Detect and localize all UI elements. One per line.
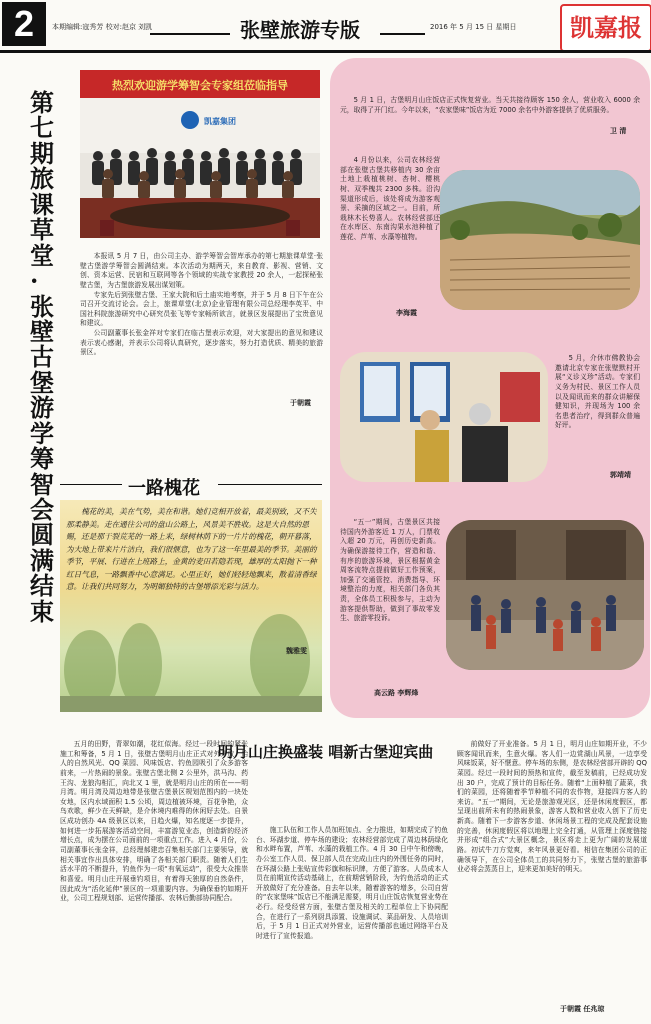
orchard-photo bbox=[440, 170, 640, 310]
lead-article-title: 第七期旅课草堂·张壁古堡游学筹智会圆满结束 bbox=[30, 88, 54, 626]
news-item-2 bbox=[340, 156, 440, 243]
lead-paragraph-1: 本报讯 5 月 7 日，由公司主办、游学筹智会智库承办的第七期旅课草堂·张壁古堡游学筹智会圆满结束。本次活动为期两天，来自教育、影视、营销、文创、资本运营、民宿和互联网等各个领域的实战专家教授 20 余人，一起探秘张壁古堡，为古堡旅游发展出谋划策。 bbox=[80, 252, 323, 289]
header-rule bbox=[0, 50, 651, 53]
clinic-photo bbox=[340, 352, 548, 482]
photo-logo-text: 凯嘉集团 bbox=[204, 117, 236, 126]
news-item-3 bbox=[555, 354, 640, 431]
bottom-col-3-text: 前做好了开业准备。5 月 1 日，明月山庄如期开业，不少顾客闻讯而来，生意火爆。客人们一边赏湖山风景，一边享受风味饭菜，好不惬意。停车场的东侧，是农林经营部开辟的 QQ 菜园。经过一段时间的预热和宣传，截至发稿前，已经成功发出 30 户，完成了预计的目标任务。随着“上面种植了蔬菜，我们的菜园，还将随着季节种植不同的农作物，迎接四方客人的来访。“五一”期间，无论是旅游观光区，还是休闲度假区，都呈现出前所未有的热闹景象，游客人数和营业收入创下了历史新高。随着下一步游客步道、休闲场景工程的完成及配套设施的完善，休闲度假区将以地理上完全打通，从管理上深度链接并形成“组合式”大景区概念，景区将走上更为广阔的发展道路。初试牛刀方觉爽，来年风景更好看。相信在集团公司的正确领导下，在公司全体员工的共同努力下，张壁古堡的旅游事业必将会蒸蒸日上，迎来更加美好的明天。 bbox=[457, 740, 647, 874]
poem-text: 槐花的美，美在气势，美在和谐。她们竞相开放着，最美别致，又不失那柔静美。走在通往公司的盘山公路上，风景美不胜收。这是大自然的恩赐，还是那干裂荒芜的一路上来，绿树林荫下的一片片的槐花，朝开暮落，为大地上带来片片洁白，我们很惬意，也为了这一年里最美的季节。美丽的季节，平展、行进在上班路上，金黄的麦田若隐若现，雄厚的太阳抛下一种红日气息，一路飘香中心意满足。心里正好，她们轻轻地飘来，散着清香绿意。让我们共同努力，为明媚独特的古堡增添光彩与活力。 bbox=[66, 507, 317, 592]
news-item-3-author: 郭靖靖 bbox=[610, 471, 631, 479]
bottom-article-col-3 bbox=[457, 740, 647, 875]
bottom-article-col-2 bbox=[256, 826, 448, 942]
bottom-article-col-1 bbox=[60, 740, 248, 904]
news-item-1-author: 卫 清 bbox=[610, 127, 627, 135]
tourists-photo bbox=[446, 520, 644, 670]
bottom-article-author: 于朝霞 任兆琼 bbox=[560, 1005, 605, 1013]
poem-title-rule-right bbox=[218, 484, 322, 485]
section-banner: 张壁旅游专版 bbox=[240, 18, 360, 42]
lead-paragraph-2: 专家先后到张壁古堡、王家大院和后土庙实地考察，并于 5 月 8 日下午在公司召开交流讨论会。会上，旅课草堂(北京)企业管理有限公司总经理李英平、中国社科院旅游研究中心研究员张飞等专家畅所欲言，就景区发展提出了宝贵意见和建议。 bbox=[80, 290, 323, 328]
news-item-3-text: 5 月，介休市佛教协会邀请北京专家在张壁默村开展“义诊义珍”活动。专家们义务为村民、景区工作人员以及闻讯而来的群众讲解保健知识，并现场为 100 余名患者治疗，得到群众普遍好评。 bbox=[555, 354, 640, 430]
news-item-1 bbox=[340, 96, 640, 115]
poem-box bbox=[60, 500, 322, 712]
news-item-4-text: “五一”期间，古堡景区共接待国内外游客近 1 万人，门票收入超 20 万元，再创历史新高。为确保游接待工作，营造和谐、有序的旅游环境，景区根据黄金周客流特点提前做好工作预案，加强了交通管控、消费指导、环境整治的力度，相关部门各负其责，全体员工积极参与，主动为游客提供帮助，做到了事故零发生、旅游零投诉。 bbox=[340, 518, 440, 623]
photo-banner-text: 热烈欢迎游学筹智会专家组莅临指导 bbox=[112, 79, 288, 92]
poem-title-rule-left bbox=[60, 484, 122, 485]
poem-title: 一路槐花 bbox=[128, 478, 200, 499]
page-number: 2 bbox=[2, 2, 46, 46]
banner-rule-left bbox=[150, 33, 230, 35]
meeting-group-photo bbox=[80, 70, 320, 238]
bottom-col-1-text: 五月的田野，青翠如潮，花红似海。经过一段时间的紧张施工和筹备，5 月 1 日，张壁古堡明月山庄正式对外开放，怡人的自然风光、QQ 菜园、风味饭店、钓鱼园吸引了众多游客前来，一片热闹的景象。张壁古堡北侧 2 公里外，洪马沟、药王沟、龙狼沟相汇，向北又 1 里，就是明月山庄的所在——明月湾。明月湾及周边地带是张壁古堡景区规划范围内的一块处女地，区内水域面积 1.5 公顷，周边植被环境，百花争艳，众鸟欢歌，鲜少在天鲜缺，是介休境内难得的休闲好去处。自景区成功创办 4A 级景区以来，日趋火爆，知名度逐一步提升，如何进一步拓展游客活动空间，丰富游览业态，创造新的经济增长点，成为摆在公司面前的一项重点工作。进入 4 月份，公司副董事长张金祥，总经理郝建忠召集相关部门主要领导，就相关事宜作出具体安排，明确了各相关部门职责。随着人们生活水平的不断提升，钓鱼作为一项“有氧运动”，很受大众推崇和喜爱。明月山庄开展垂钓项目，有着得天独厚的自然条件，因此成为“活化延伸”景区的一项重要内容。为确保垂钓如期开业，公司工程规划部、运营传播部、农林后勤部协同配合。 bbox=[60, 740, 248, 903]
issue-date: 2016 年 5 月 15 日 星期日 bbox=[430, 23, 517, 31]
news-item-4-author: 高云路 李辉烽 bbox=[374, 689, 419, 697]
lead-article-author: 于朝霞 bbox=[290, 399, 311, 407]
news-item-1-text: 5 月 1 日，古堡明月山庄饭店正式恢复营业。当天共接待顾客 150 余人，营业收入 6000 余元，取得了开门红。今年以来，“农家堡味”饭店为近 7000 余名中外游客提供了优质服务。 bbox=[340, 96, 640, 114]
newspaper-logo: 凯嘉报 bbox=[560, 4, 651, 52]
bottom-article-title: 明月山庄换盛装 唱新古堡迎宾曲 bbox=[218, 743, 434, 761]
poem-author: 魏雅雯 bbox=[286, 647, 307, 655]
news-item-2-text: 4 月份以来，公司农林经营部在张壁古堡共移植内 30 余亩土地上栽植桃树、杏树、樱桃树、双季槐共 2300 多株。沿沟渠道形成后，该处将成为游客观景、采摘的区域之一。目前，所栽林木长势喜人。农林经营部还在水库区、东南沟果水池种植了莲花、芦苇、水藻等植物。 bbox=[340, 156, 440, 242]
bottom-col-2-text: 施工队伍和工作人员加班加点、全力推进，如期完成了钓鱼台、环湖步道、停车场的建设；农林经营部完成了周边林荫绿化和水畔布置，芦苇、水藻的栽植工作。4 月 30 日中午和傍晚，办公室工作人员、保卫部人员在完成山庄内的外围任务的同时，在环湖公路上张贴宣传彩旗和标识牌，方便了游客。人员成本人员在前期宣传活动基础上，在前期营销阶段，为钓鱼活动的正式开放做好了充分准备。自去年以来，随着游客的增多，公司自营的“农家堡味”饭店已不能满足需要，明月山庄饭店恢复营业势在必行。经受经营方面，张壁古堡及相关的工程单位上下协同配合，在进行了一系列厨具添置、设施调试、菜品研发、人员培训后，于 5 月 1 日正式对外营业，运营传播部也通过网络平台及时进行了宣传报道。 bbox=[256, 826, 448, 941]
news-item-4 bbox=[340, 518, 440, 624]
lead-article-body bbox=[80, 252, 323, 358]
editor-credits: 本期编辑:寇秀芳 校对:赵京 刘凯 bbox=[52, 23, 153, 31]
lead-paragraph-3: 公司副董事长张金祥对专家们在临古堡表示欢迎，对大家提出的意见和建议表示衷心感谢，并表示公司将认真研究，逐步落实，努力打造优质、精美的旅游景区。 bbox=[80, 329, 323, 357]
news-item-2-author: 李海霞 bbox=[396, 309, 417, 317]
banner-rule-right bbox=[380, 33, 425, 35]
